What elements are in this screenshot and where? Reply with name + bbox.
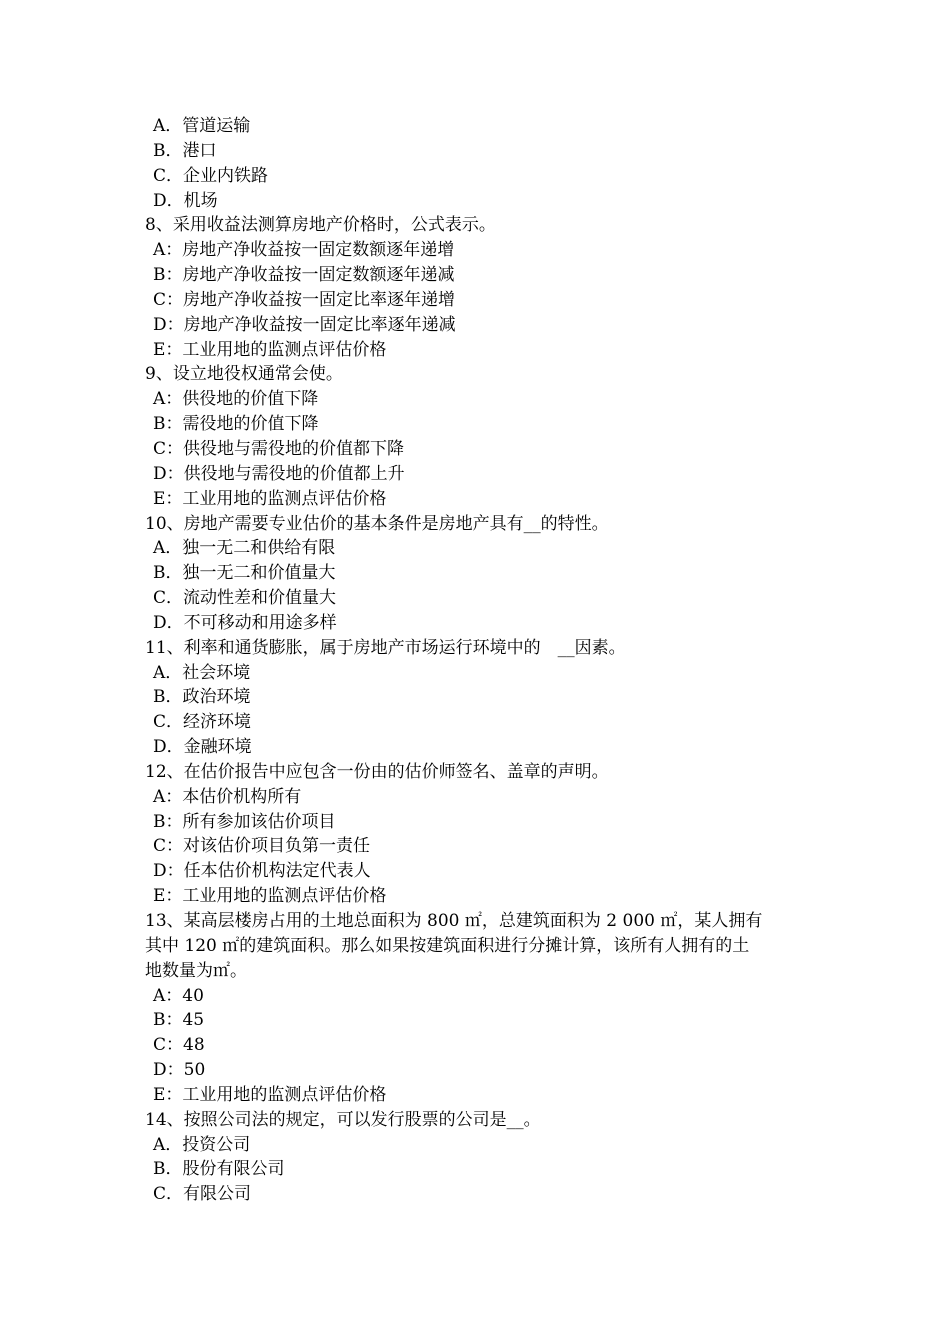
question-9: 9、设立地役权通常会使。 xyxy=(145,364,343,385)
option-line: B：所有参加该估价项目 xyxy=(153,811,336,832)
question-13-line-1: 13、某高层楼房占用的土地总面积为 800 ㎡，总建筑面积为 2 000 ㎡，某人拥有 xyxy=(145,911,763,931)
option-line: C．有限公司 xyxy=(153,1184,252,1205)
option-line: A．社会环境 xyxy=(153,662,251,683)
option-line: A：供役地的价值下降 xyxy=(153,389,319,410)
option-line: E：工业用地的监测点评估价格 xyxy=(153,886,387,907)
option-line: A：房地产净收益按一固定数额逐年递增 xyxy=(153,240,455,261)
option-line: A：40 xyxy=(153,985,204,1006)
option-line: C．企业内铁路 xyxy=(153,165,269,186)
question-13-line-3: 地数量为㎡。 xyxy=(145,960,247,981)
option-line: A：本估价机构所有 xyxy=(153,786,302,807)
option-line: E：工业用地的监测点评估价格 xyxy=(153,488,387,509)
option-line: A．管道运输 xyxy=(153,116,251,136)
option-line: C．经济环境 xyxy=(153,712,252,733)
option-line: D：供役地与需役地的价值都上升 xyxy=(153,463,405,484)
option-line: B：需役地的价值下降 xyxy=(153,414,319,435)
question-14: 14、按照公司法的规定，可以发行股票的公司是__。 xyxy=(145,1109,541,1130)
option-line: D．不可移动和用途多样 xyxy=(153,612,337,633)
option-line: B．政治环境 xyxy=(153,687,251,708)
option-line: E：工业用地的监测点评估价格 xyxy=(153,1084,387,1105)
option-line: D：任本估价机构法定代表人 xyxy=(153,861,371,882)
question-12: 12、在估价报告中应包含一份由的估价师签名、盖章的声明。 xyxy=(145,761,609,782)
option-line: B．港口 xyxy=(153,140,217,161)
option-line: D．金融环境 xyxy=(153,737,252,758)
option-line: C．流动性差和价值量大 xyxy=(153,588,337,609)
question-10: 10、房地产需要专业估价的基本条件是房地产具有__的特性。 xyxy=(145,513,609,534)
option-line: C：对该估价项目负第一责任 xyxy=(153,836,371,857)
question-8: 8、采用收益法测算房地产价格时，公式表示。 xyxy=(145,215,496,236)
question-11: 11、利率和通货膨胀，属于房地产市场运行环境中的 __因素。 xyxy=(145,637,626,658)
option-line: C：房地产净收益按一固定比率逐年递增 xyxy=(153,289,456,310)
option-line: C：48 xyxy=(153,1035,205,1056)
option-line: B：45 xyxy=(153,1010,205,1031)
option-line: C：供役地与需役地的价值都下降 xyxy=(153,438,405,459)
option-line: A．独一无二和供给有限 xyxy=(153,538,336,559)
option-line: B．独一无二和价值量大 xyxy=(153,563,336,584)
question-13-line-2: 其中 120 ㎡的建筑面积。那么如果按建筑面积进行分摊计算，该所有人拥有的土 xyxy=(145,935,750,956)
option-line: A．投资公司 xyxy=(153,1134,251,1155)
option-line: B．股份有限公司 xyxy=(153,1159,285,1180)
option-line: D：房地产净收益按一固定比率逐年递减 xyxy=(153,314,456,335)
option-line: D：50 xyxy=(153,1060,206,1081)
document-content xyxy=(145,114,810,1207)
option-line: E：工业用地的监测点评估价格 xyxy=(153,339,387,360)
option-line: B：房地产净收益按一固定数额逐年递减 xyxy=(153,265,455,286)
option-line: D．机场 xyxy=(153,190,218,211)
